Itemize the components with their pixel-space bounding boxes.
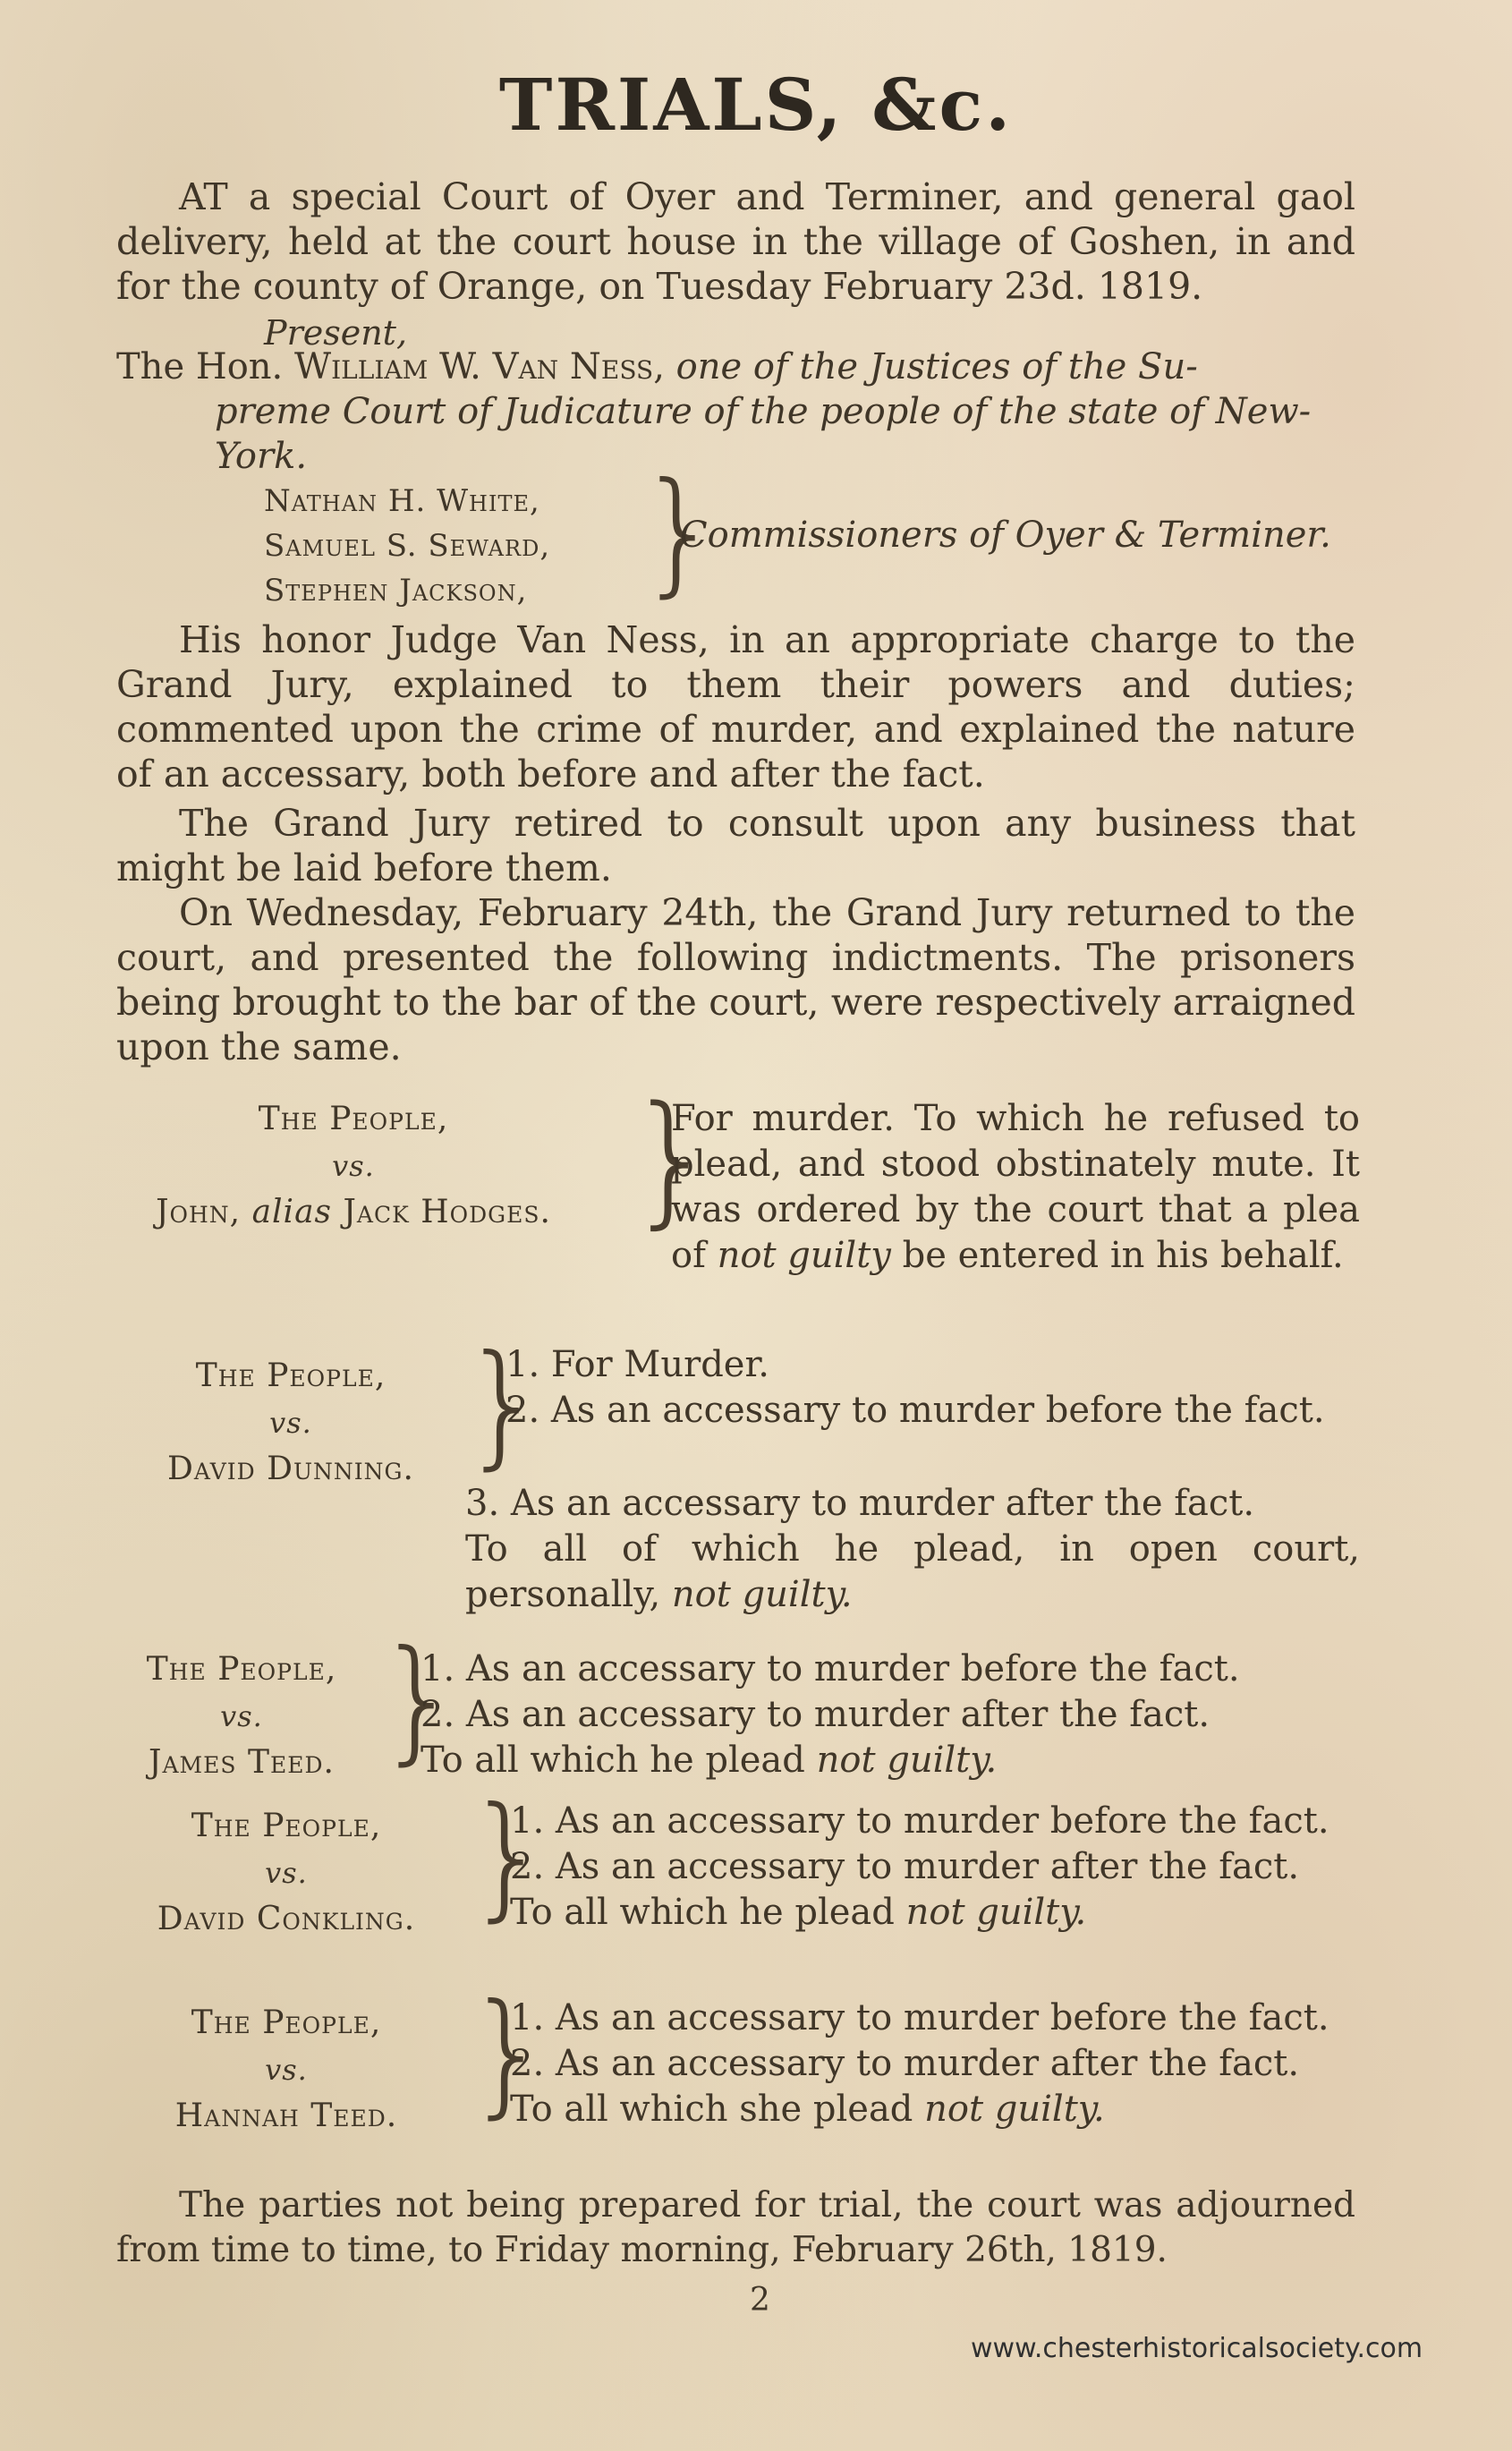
commissioners-role: Commissioners of Oyer & Terminer. — [680, 515, 1331, 556]
case-charges — [505, 1342, 1360, 1434]
commissioner-name: Samuel S. Seward, — [264, 528, 551, 564]
plaintiff: The People, — [195, 1357, 386, 1394]
case-charges — [420, 1647, 1360, 1783]
case-parties — [107, 1647, 376, 1786]
defendant: Hannah Teed. — [174, 2098, 398, 2134]
watermark-link[interactable]: www.chesterhistoricalsociety.com — [971, 2333, 1423, 2364]
plea-text: To all which she plead not guilty. — [510, 2089, 1105, 2130]
charge-item: 3. As an accessary to murder after the fact. — [465, 1483, 1255, 1524]
case-parties — [107, 1803, 465, 1943]
versus: vs. — [265, 2053, 308, 2087]
charge-item: 1. As an accessary to murder before the fact. — [510, 1800, 1329, 1842]
charge-item: 1. As an accessary to murder before the fact. — [510, 1997, 1329, 2038]
brace-icon: } — [461, 1327, 547, 1483]
page-number: 2 — [750, 2282, 770, 2319]
plaintiff: The People, — [191, 2004, 382, 2041]
plea-text: To all which he plead not guilty. — [420, 1740, 998, 1781]
brace-icon: } — [376, 1622, 462, 1778]
charge-item: 2. As an accessary to murder after the fact. — [510, 2043, 1300, 2084]
commissioner-name: Stephen Jackson, — [264, 573, 528, 608]
judge-role-1: one of the Justices of the Su- — [675, 346, 1198, 387]
case-charges — [510, 1799, 1360, 1936]
charge-text: For murder. To which he refused to plead, and stood obstinately mute. It was ordered by the court that a plea of not guilty be entered in his behalf. — [671, 1098, 1360, 1276]
brace-icon: } — [465, 1976, 551, 2132]
present-label: Present, — [264, 313, 408, 353]
plea-text: To all which he plead not guilty. — [510, 1892, 1087, 1933]
plaintiff: The People, — [258, 1101, 449, 1137]
case-parties — [125, 1353, 456, 1493]
charge-item: 1. As an accessary to murder before the fact. — [420, 1648, 1240, 1689]
plaintiff: The People, — [146, 1651, 337, 1688]
versus: vs. — [269, 1406, 312, 1440]
case-charges — [510, 1996, 1360, 2132]
brace-icon: } — [626, 1075, 718, 1242]
plaintiff: The People, — [191, 1808, 382, 1844]
case-charges — [671, 1096, 1360, 1279]
commissioner-name: Nathan H. White, — [264, 483, 540, 519]
closing-paragraph: The parties not being prepared for trial, the court was adjourned from time to time, to Friday morning, February 26th, 1819. — [116, 2185, 1355, 2270]
indictments-paragraph: On Wednesday, February 24th, the Grand Jury returned to the court, and presented the following indictments. The prisoners being brought to the bar of the court, were respectively arraigned upon the same. — [116, 891, 1355, 1068]
defendant: James Teed. — [149, 1744, 335, 1781]
defendant: David Conkling. — [157, 1901, 416, 1937]
judge-line — [116, 345, 1355, 479]
judge-prefix: The Hon. — [116, 346, 284, 387]
charge-item: 2. As an accessary to murder before the fact. — [505, 1390, 1325, 1431]
commissioner-names — [264, 479, 550, 613]
defendant: John, alias Jack Hodges. — [156, 1194, 551, 1230]
case-charges-cont — [465, 1481, 1360, 1618]
charge-item: 2. As an accessary to murder after the fact. — [420, 1694, 1210, 1735]
versus: vs. — [220, 1699, 263, 1733]
judge-role-2: preme Court of Judicature of the people of the state of New-York. — [215, 391, 1312, 477]
brace-icon: } — [465, 1779, 551, 1935]
grand-jury-paragraph: The Grand Jury retired to consult upon any business that might be laid before them. — [116, 802, 1355, 889]
intro-paragraph: AT a special Court of Oyer and Terminer, and general gaol delivery, held at the court house in the village of Goshen, in and for the county of Orange, on Tuesday February 23d. 1819. — [116, 175, 1355, 308]
defendant: David Dunning. — [167, 1451, 414, 1487]
case-parties — [103, 1096, 604, 1236]
versus: vs. — [332, 1149, 375, 1183]
page-title: TRIALS, &c. — [498, 63, 1014, 147]
case-parties — [116, 2000, 456, 2140]
brace-icon: } — [637, 455, 723, 610]
judge-name: William W. Van Ness, — [294, 346, 665, 387]
versus: vs. — [265, 1856, 308, 1890]
charge-item: 2. As an accessary to murder after the fact. — [510, 1846, 1300, 1887]
charge-item: 1. For Murder. — [505, 1344, 769, 1385]
charge-paragraph: His honor Judge Van Ness, in an appropriate charge to the Grand Jury, explained to them their powers and duties; commented upon the crime of murder, and explained the nature of an accessary, both before and after the fact. — [116, 618, 1355, 796]
plea-text: To all of which he plead, in open court, personally, not guilty. — [465, 1528, 1360, 1615]
